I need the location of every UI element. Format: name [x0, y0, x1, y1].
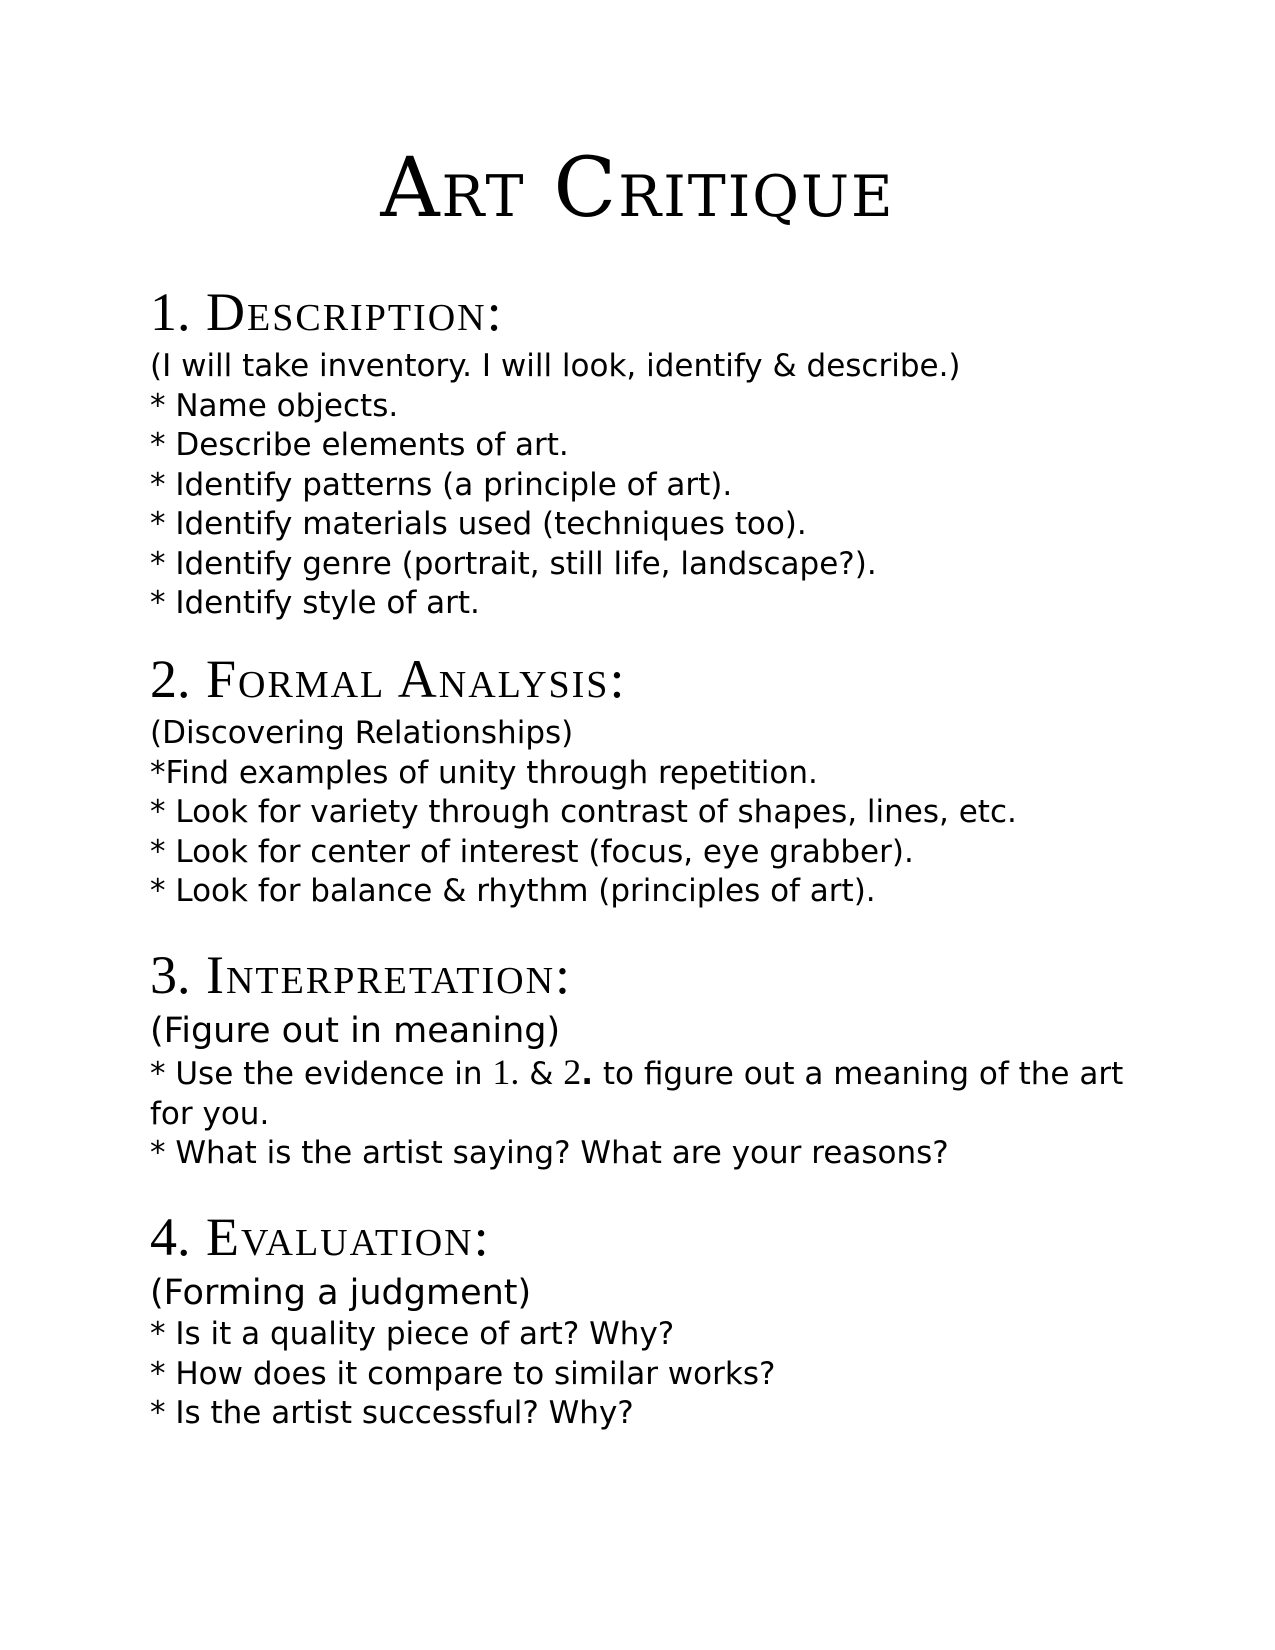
- list-item: *Find examples of unity through repetition.: [150, 754, 818, 791]
- page-title: Art Critique: [380, 141, 895, 236]
- bullet-text: * Use the evidence in: [150, 1056, 493, 1092]
- list-item: * Identify materials used (techniques too).: [150, 506, 807, 542]
- section-description: [150, 282, 1150, 624]
- list-item: * Identify genre (portrait, still life, landscape?).: [150, 545, 877, 582]
- section-reference: 2: [563, 1052, 582, 1092]
- list-item: * Look for center of interest (focus, eye grabber).: [150, 833, 914, 870]
- list-item: * Is it a quality piece of art? Why?: [150, 1316, 675, 1352]
- section-subtitle: (Discovering Relationships): [150, 715, 574, 751]
- section-heading-text: Interpretation:: [206, 945, 573, 1005]
- section-heading: [150, 1207, 1150, 1267]
- section-number: 2.: [150, 649, 191, 709]
- section-formal-analysis: [150, 649, 1150, 912]
- list-item: * Look for variety through contrast of shapes, lines, etc.: [150, 794, 1017, 830]
- bullet-text: &: [519, 1056, 564, 1092]
- section-subtitle: (Forming a judgment): [150, 1273, 532, 1313]
- section-number: 4.: [150, 1207, 191, 1267]
- list-item: * What is the artist saying? What are your reasons?: [150, 1135, 949, 1171]
- bullet-text: .: [581, 1056, 594, 1092]
- section-evaluation: [150, 1207, 1150, 1434]
- section-heading-text: Description:: [206, 282, 504, 342]
- section-heading: [150, 649, 1150, 709]
- list-item: * Identify patterns (a principle of art).: [150, 466, 733, 503]
- section-subtitle: (I will take inventory. I will look, identify & describe.): [150, 348, 961, 384]
- section-subtitle: (Figure out in meaning): [150, 1011, 561, 1051]
- list-item: * Is the artist successful? Why?: [150, 1395, 634, 1431]
- list-item: * Describe elements of art.: [150, 427, 569, 463]
- section-heading: [150, 945, 1150, 1005]
- section-number: 3.: [150, 945, 191, 1005]
- list-item: * How does it compare to similar works?: [150, 1355, 776, 1392]
- list-item: * Identify style of art.: [150, 585, 480, 621]
- section-number: 1.: [150, 282, 191, 342]
- section-heading-text: Evaluation:: [206, 1207, 491, 1267]
- list-item: [150, 1053, 1150, 1134]
- section-heading-text: Formal Analysis:: [206, 649, 627, 709]
- list-item: * Look for balance & rhythm (principles of art).: [150, 873, 876, 909]
- section-reference: 1.: [492, 1052, 520, 1092]
- section-interpretation: [150, 945, 1150, 1174]
- section-heading: [150, 282, 1150, 342]
- list-item: * Name objects.: [150, 387, 399, 424]
- bullet-text: to figure out a meaning of the art for you.: [150, 1056, 1124, 1132]
